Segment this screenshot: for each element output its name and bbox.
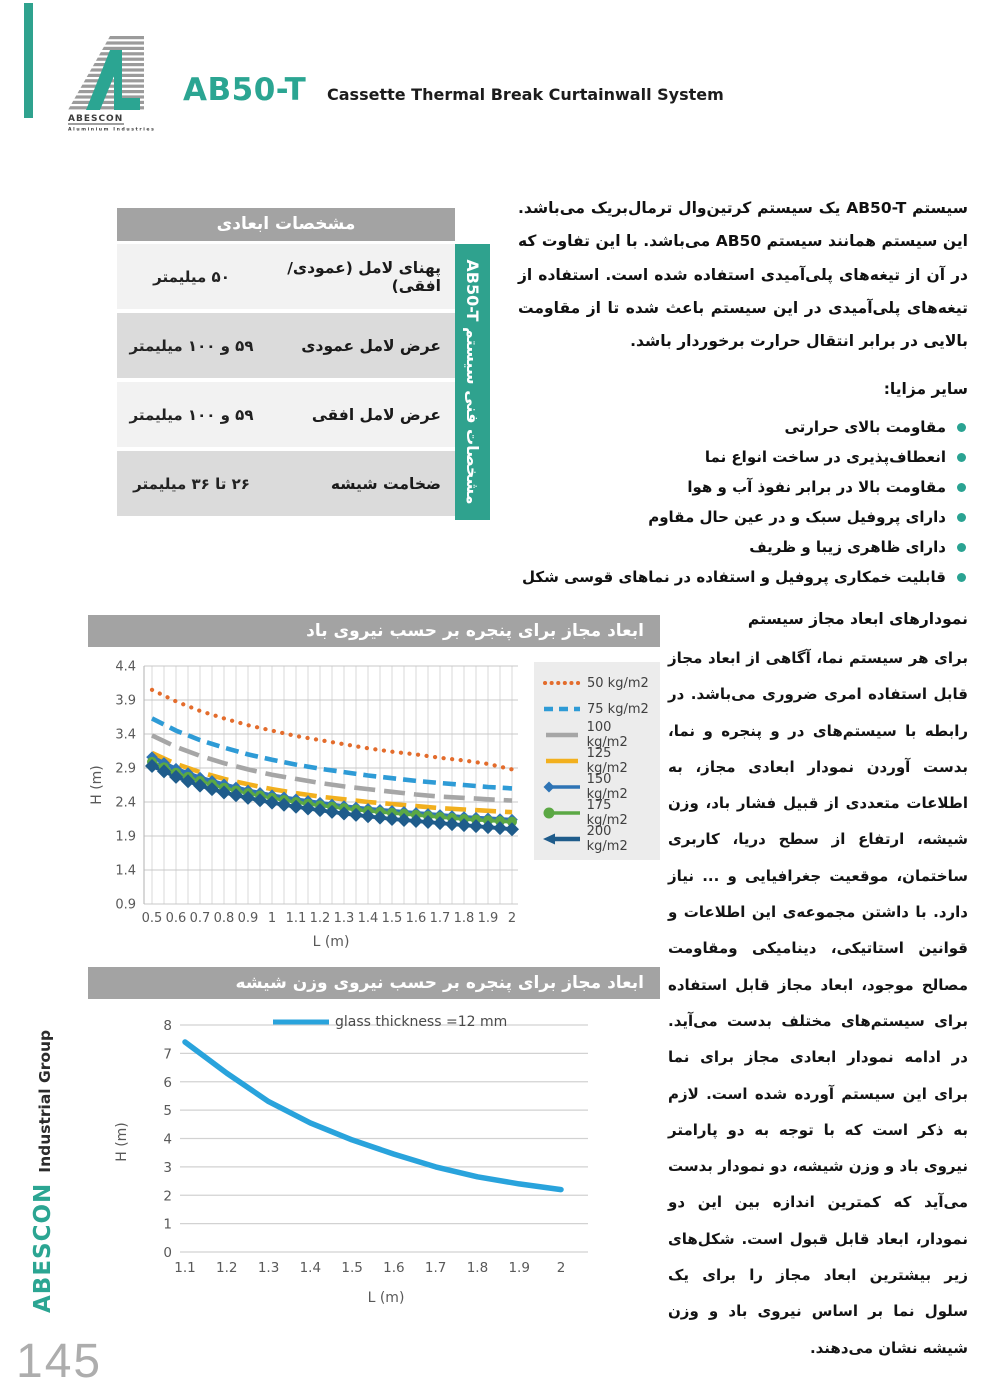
legend-item [542, 722, 656, 748]
svg-text:1.3: 1.3 [257, 1260, 280, 1276]
svg-text:1.2: 1.2 [216, 1260, 238, 1276]
spec-value: ۵۹ و ۱۰۰ میلیمتر [129, 336, 254, 355]
svg-text:1.8: 1.8 [453, 911, 475, 926]
bullet-icon [957, 573, 966, 582]
spec-value: ۵۹ و ۱۰۰ میلیمتر [129, 405, 254, 424]
svg-text:1.9: 1.9 [477, 911, 499, 926]
advantages-title: سایر مزایا: [883, 379, 968, 398]
abescon-logo-icon [56, 32, 180, 138]
accent-bar [24, 3, 33, 118]
svg-text:0.9: 0.9 [115, 897, 136, 913]
advantage-item: دارای پروفیل سبک و در عین حال مقاوم [518, 502, 968, 532]
spec-table-header: مشخصات ابعادی [117, 208, 455, 241]
legend-item [542, 670, 656, 696]
svg-text:1.1: 1.1 [174, 1260, 196, 1276]
svg-text:L (m): L (m) [367, 1290, 405, 1306]
table-row [117, 244, 455, 309]
wind-chart-title: ابعاد مجاز برای پنجره بر حسب نیروی باد [306, 621, 644, 641]
svg-text:1.5: 1.5 [381, 911, 403, 926]
advantages-list [518, 412, 968, 592]
legend-item [542, 748, 656, 774]
glass-chart-legend [271, 1014, 507, 1030]
spec-side-banner-text: مشخصات فنی سیستم AB50-T [463, 259, 482, 505]
intro-paragraph: سیستم AB50-T یک سیستم کرتین‌وال ترمال‌بریک می‌باشد. این سیستم همانند سیستم AB50 می‌باشد. با این تفاوت که در آن از تیغه‌های پلی‌آمیدی استفاده شده است. استفاده از تیغه‌های پلی‌آمیدی در این سیستم باعث شده تا از مقاومت بالایی در برابر انتقال حرارت برخوردار باشد. [518, 199, 968, 351]
legend-label: 125 kg/m2 [586, 746, 628, 776]
bullet-icon [957, 513, 966, 522]
charts-text-column [668, 610, 968, 1366]
footer-brand: ABESCON [30, 1182, 56, 1313]
svg-text:L (m): L (m) [312, 934, 350, 950]
legend-label: 175 kg/m2 [586, 798, 628, 828]
svg-text:4: 4 [163, 1131, 172, 1148]
svg-text:1.4: 1.4 [115, 863, 136, 879]
glass-legend-label: glass thickness =12 mm [335, 1014, 508, 1030]
svg-text:1.2: 1.2 [309, 911, 331, 926]
circle-legend-marker-icon [542, 806, 582, 820]
svg-text:H (m): H (m) [89, 765, 105, 805]
svg-text:1.7: 1.7 [429, 911, 451, 926]
bullet-icon [957, 543, 966, 552]
bullet-icon [957, 483, 966, 492]
dotted-legend-marker-icon [542, 676, 582, 690]
spec-value: ۵۰ میلیمتر [153, 267, 230, 286]
glass-chart-svg [88, 1002, 666, 1314]
svg-text:2.9: 2.9 [115, 761, 136, 777]
legend-label: 75 kg/m2 [587, 701, 649, 717]
svg-text:3: 3 [163, 1159, 172, 1176]
legend-label: 200 kg/m2 [586, 824, 628, 854]
svg-text:2: 2 [163, 1188, 172, 1205]
diamond-legend-marker-icon [542, 780, 582, 794]
svg-text:7: 7 [163, 1046, 172, 1063]
spec-table [117, 208, 490, 520]
glass-chart-title-bar [88, 967, 660, 999]
intro-section [518, 192, 968, 592]
svg-text:1.9: 1.9 [508, 1260, 530, 1276]
legend-label: 100 kg/m2 [586, 720, 628, 750]
svg-text:0.5: 0.5 [141, 911, 163, 926]
table-row [117, 451, 455, 516]
advantage-item: دارای ظاهری زیبا و ظریف [518, 532, 968, 562]
spec-label: پهنای لامل (عمودی/ افقی) [287, 258, 441, 295]
legend-item [542, 774, 656, 800]
svg-text:1: 1 [163, 1216, 172, 1233]
svg-text:1.3: 1.3 [333, 911, 355, 926]
advantage-item: مقاومت بالا در برابر نفوذ آب و هوا [518, 472, 968, 502]
svg-text:2: 2 [507, 911, 517, 926]
page-subtitle: Cassette Thermal Break Curtainwall System [327, 85, 724, 104]
page-title: AB50-T [183, 72, 307, 108]
svg-text:0.8: 0.8 [213, 911, 235, 926]
dashed-legend-marker-icon [542, 702, 582, 716]
advantage-item: قابلیت خمکاری پروفیل و استفاده در نماهای قوسی شکل [518, 562, 968, 592]
svg-text:1: 1 [267, 911, 277, 926]
table-row [117, 313, 455, 378]
svg-text:1.6: 1.6 [383, 1260, 405, 1276]
wind-chart-legend [534, 662, 660, 860]
svg-text:1.1: 1.1 [285, 911, 307, 926]
svg-text:0: 0 [163, 1245, 172, 1261]
svg-text:4.4: 4.4 [115, 659, 136, 675]
wind-chart-svg [88, 650, 532, 952]
spec-table-rows [117, 244, 455, 520]
svg-text:6: 6 [163, 1074, 172, 1091]
spec-label: ضخامت شیشه [330, 474, 441, 493]
page-number: 145 [16, 1335, 103, 1388]
legend-label: 150 kg/m2 [586, 772, 628, 802]
charts-heading: نمودارهای ابعاد مجاز سیستم [747, 610, 968, 628]
spec-label: عرض لامل عمودی [301, 336, 441, 355]
glass-legend-line-icon [271, 1018, 331, 1026]
arrow-legend-marker-icon [542, 832, 582, 846]
solid-legend-marker-icon [542, 728, 582, 742]
logo-name: ABESCON [68, 114, 124, 124]
svg-text:5: 5 [163, 1103, 172, 1120]
svg-text:1.8: 1.8 [466, 1260, 489, 1276]
legend-label: 50 kg/m2 [587, 675, 649, 691]
footer-brand-vertical [30, 1029, 66, 1313]
wind-chart [88, 650, 666, 952]
svg-text:3.4: 3.4 [115, 727, 136, 743]
svg-text:2: 2 [556, 1260, 566, 1276]
solid-legend-marker-icon [542, 754, 582, 768]
advantage-item: مقاومت بالای حرارتی [518, 412, 968, 442]
glass-chart-title: ابعاد مجاز برای پنجره بر حسب نیروی وزن شیشه [235, 973, 644, 993]
spec-label: عرض لامل افقی [311, 405, 441, 424]
advantage-item: انعطاف‌پذیری در ساخت انواع نما [518, 442, 968, 472]
svg-text:1.7: 1.7 [424, 1260, 447, 1276]
svg-text:8: 8 [163, 1018, 172, 1034]
bullet-icon [957, 453, 966, 462]
spec-value: ۲۶ تا ۳۶ میلیمتر [133, 474, 250, 493]
svg-text:1.9: 1.9 [115, 829, 136, 845]
logo-divider [68, 124, 124, 125]
svg-text:1.5: 1.5 [341, 1260, 363, 1276]
legend-item [542, 826, 656, 852]
svg-text:0.9: 0.9 [237, 911, 259, 926]
footer-brand-sub: Industrial Group [36, 1029, 54, 1173]
wind-chart-title-bar [88, 615, 660, 647]
legend-item [542, 800, 656, 826]
svg-text:0.7: 0.7 [189, 911, 211, 926]
svg-text:H (m): H (m) [114, 1122, 130, 1162]
logo-tagline: Aluminium Industries [68, 127, 156, 133]
svg-text:1.6: 1.6 [405, 911, 427, 926]
bullet-icon [957, 423, 966, 432]
charts-body: برای هر سیستم نما، آگاهی از ابعاد مجاز قابل استفاده امری ضروری می‌باشد. در رابطه با سیستم‌های در و پنجره و نما، بدست آوردن نمودار ابعادی مجاز، به اطلاعات متعددی از قبیل فشار باد، وزن شیشه، ارتفاع از سطح دریا، کاربری ساختمان، موقعیت جغرافیایی و ... نیاز دارد. با داشتن مجموعه‌ی این اطلاعات و قوانین استاتیکی، دینامیکی ومقاومت مصالح موجود، ابعاد مجاز قابل استفاده برای سیستم‌های مختلف بدست می‌آید. در ادامه نمودار ابعادی مجاز برای نما برای این سیستم آورده شده است. لازم به ذکر است که با توجه به دو پارامتر نیروی باد و وزن شیشه، دو نمودار بدست می‌آید که کمترین اندازه بین این دو نمودار، ابعاد قابل قبول است. شکل‌های زیر بیشترین ابعاد مجاز را برای یک سلول نما بر اساس نیروی باد و وزن شیشه نشان می‌دهند. [668, 649, 968, 1357]
legend-item [542, 696, 656, 722]
svg-text:1.4: 1.4 [357, 911, 379, 926]
svg-text:3.9: 3.9 [115, 693, 136, 709]
svg-text:0.6: 0.6 [165, 911, 187, 926]
svg-text:1.4: 1.4 [299, 1260, 322, 1276]
spec-side-banner [455, 244, 490, 520]
glass-chart [88, 1002, 666, 1314]
table-row [117, 382, 455, 447]
svg-text:2.4: 2.4 [115, 795, 136, 811]
